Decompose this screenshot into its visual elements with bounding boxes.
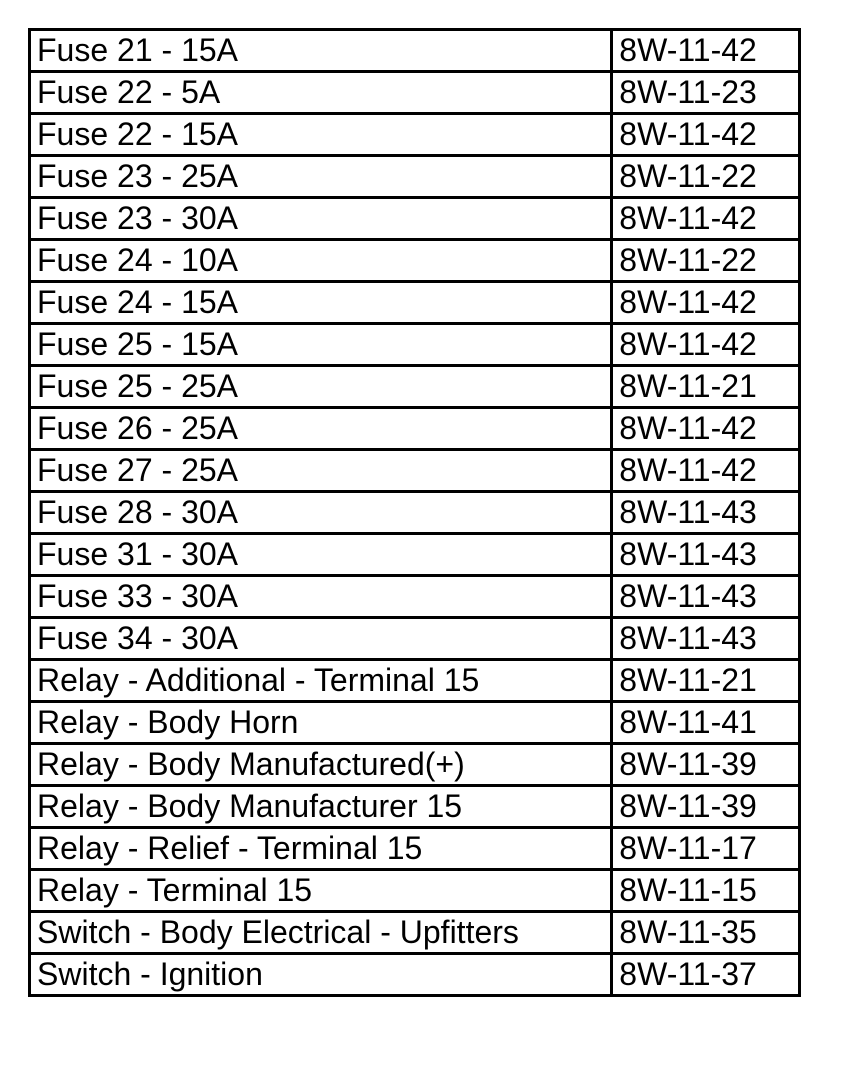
page-reference-cell: 8W-11-43 (612, 618, 800, 660)
page-reference-cell: 8W-11-43 (612, 576, 800, 618)
table-row (30, 72, 800, 114)
component-name-cell: Fuse 31 - 30A (30, 534, 612, 576)
table-row (30, 954, 800, 996)
page-reference-cell: 8W-11-43 (612, 534, 800, 576)
page-reference-cell: 8W-11-22 (612, 156, 800, 198)
page-reference-cell: 8W-11-37 (612, 954, 800, 996)
component-name-cell: Relay - Relief - Terminal 15 (30, 828, 612, 870)
component-name-cell: Fuse 33 - 30A (30, 576, 612, 618)
page-reference-cell: 8W-11-42 (612, 324, 800, 366)
page-reference-cell: 8W-11-41 (612, 702, 800, 744)
component-name-cell: Relay - Body Manufactured(+) (30, 744, 612, 786)
component-name-cell: Fuse 27 - 25A (30, 450, 612, 492)
page-reference-cell: 8W-11-42 (612, 30, 800, 72)
component-name-cell: Switch - Body Electrical - Upfitters (30, 912, 612, 954)
table-row (30, 702, 800, 744)
component-name-cell: Fuse 23 - 30A (30, 198, 612, 240)
component-name-cell: Fuse 25 - 15A (30, 324, 612, 366)
component-name-cell: Fuse 21 - 15A (30, 30, 612, 72)
component-name-cell: Fuse 25 - 25A (30, 366, 612, 408)
table-row (30, 534, 800, 576)
table-row (30, 786, 800, 828)
table-row (30, 282, 800, 324)
page-reference-cell: 8W-11-39 (612, 786, 800, 828)
table-row (30, 912, 800, 954)
page-reference-cell: 8W-11-43 (612, 492, 800, 534)
page-reference-cell: 8W-11-23 (612, 72, 800, 114)
table-row (30, 618, 800, 660)
page-reference-cell: 8W-11-42 (612, 450, 800, 492)
page-reference-cell: 8W-11-42 (612, 282, 800, 324)
page-reference-cell: 8W-11-39 (612, 744, 800, 786)
table-row (30, 492, 800, 534)
table-row (30, 408, 800, 450)
table-row (30, 366, 800, 408)
component-name-cell: Fuse 23 - 25A (30, 156, 612, 198)
component-name-cell: Fuse 22 - 15A (30, 114, 612, 156)
table-row (30, 324, 800, 366)
page-reference-cell: 8W-11-42 (612, 114, 800, 156)
page-reference-cell: 8W-11-35 (612, 912, 800, 954)
page-reference-cell: 8W-11-17 (612, 828, 800, 870)
table-row (30, 114, 800, 156)
table-row (30, 828, 800, 870)
table-row (30, 870, 800, 912)
component-name-cell: Relay - Additional - Terminal 15 (30, 660, 612, 702)
page-reference-cell: 8W-11-21 (612, 660, 800, 702)
component-name-cell: Switch - Ignition (30, 954, 612, 996)
table-row (30, 30, 800, 72)
page-reference-cell: 8W-11-22 (612, 240, 800, 282)
component-name-cell: Fuse 34 - 30A (30, 618, 612, 660)
table-row (30, 744, 800, 786)
table-row (30, 240, 800, 282)
table-row (30, 576, 800, 618)
component-name-cell: Relay - Body Horn (30, 702, 612, 744)
component-name-cell: Fuse 28 - 30A (30, 492, 612, 534)
component-name-cell: Fuse 24 - 15A (30, 282, 612, 324)
component-name-cell: Fuse 24 - 10A (30, 240, 612, 282)
table-row (30, 660, 800, 702)
page-reference-cell: 8W-11-42 (612, 198, 800, 240)
page-reference-cell: 8W-11-21 (612, 366, 800, 408)
table-row (30, 450, 800, 492)
page-reference-cell: 8W-11-15 (612, 870, 800, 912)
component-name-cell: Fuse 26 - 25A (30, 408, 612, 450)
component-name-cell: Relay - Terminal 15 (30, 870, 612, 912)
component-name-cell: Fuse 22 - 5A (30, 72, 612, 114)
table-body (30, 30, 800, 996)
table-row (30, 198, 800, 240)
component-name-cell: Relay - Body Manufacturer 15 (30, 786, 612, 828)
page-reference-cell: 8W-11-42 (612, 408, 800, 450)
component-reference-table (28, 28, 801, 997)
table-row (30, 156, 800, 198)
